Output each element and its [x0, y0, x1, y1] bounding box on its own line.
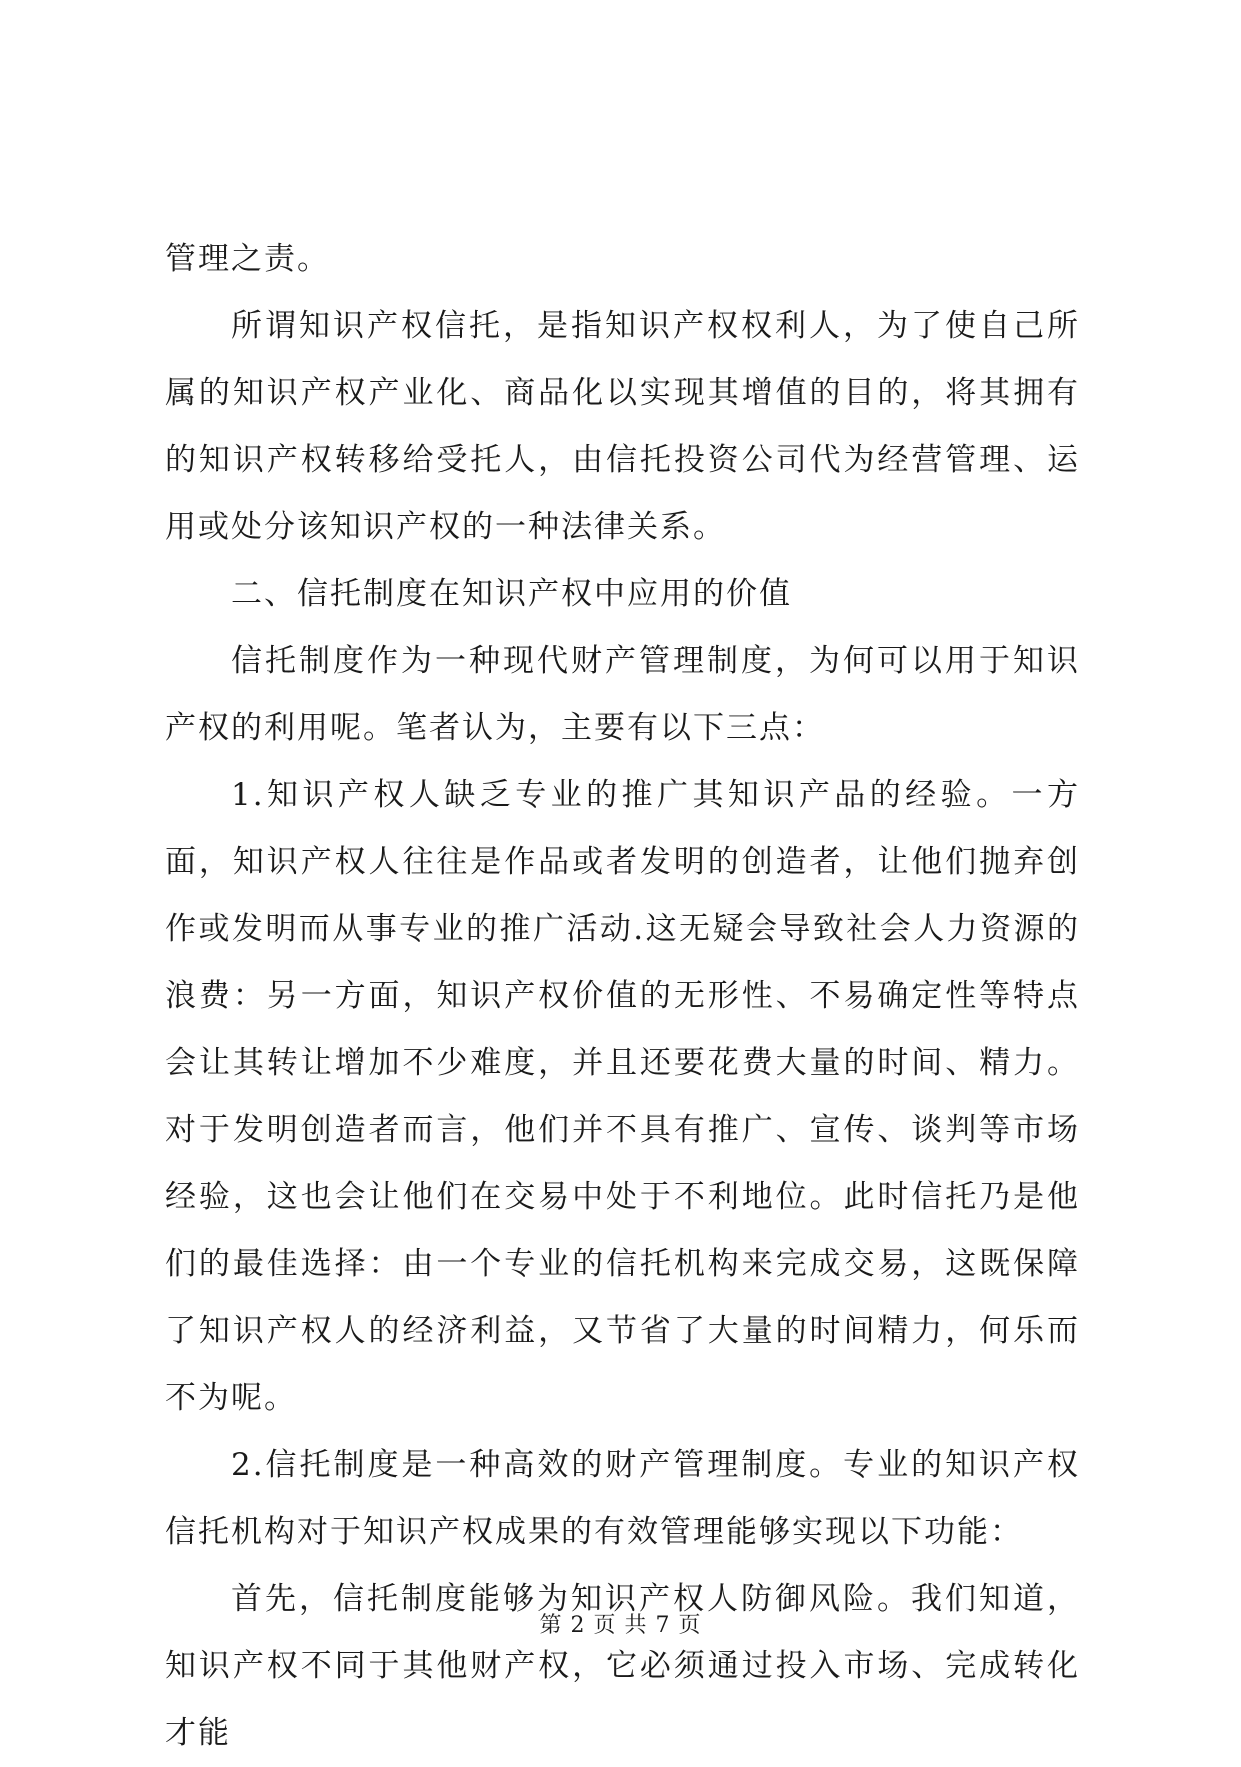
document-body	[165, 226, 1080, 1767]
paragraph-intro: 信托制度作为一种现代财产管理制度，为何可以用于知识产权的利用呢。笔者认为，主要有以下三点：	[165, 643, 1080, 746]
paragraph-first-function: 首先，信托制度能够为知识产权人防御风险。我们知道，知识产权不同于其他财产权，它必须通过投入市场、完成转化才能	[165, 1581, 1080, 1751]
paragraph-point-1: 1.知识产权人缺乏专业的推广其知识产品的经验。一方面，知识产权人往往是作品或者发明的创造者，让他们抛弃创作或发明而从事专业的推广活动.这无疑会导致社会人力资源的浪费：另一方面，知识产权价值的无形性、不易确定性等特点会让其转让增加不少难度，并且还要花费大量的时间、精力。对于发明创造者而言，他们并不具有推广、宣传、谈判等市场经验，这也会让他们在交易中处于不利地位。此时信托乃是他们的最佳选择：由一个专业的信托机构来完成交易，这既保障了知识产权人的经济利益，又节省了大量的时间精力，何乐而不为呢。	[165, 777, 1080, 1416]
page-footer	[0, 1610, 1241, 1642]
section-heading: 二、信托制度在知识产权中应用的价值	[231, 576, 792, 612]
paragraph-definition: 所谓知识产权信托，是指知识产权权利人，为了使自己所属的知识产权产业化、商品化以实现其增值的目的，将其拥有的知识产权转移给受托人，由信托投资公司代为经营管理、运用或处分该知识产权的一种法律关系。	[165, 308, 1080, 545]
paragraph-continuation: 管理之责。	[165, 241, 330, 277]
page-number-label: 第 2 页 共 7 页	[539, 1613, 702, 1638]
paragraph-point-2: 2.信托制度是一种高效的财产管理制度。专业的知识产权信托机构对于知识产权成果的有效管理能够实现以下功能：	[165, 1447, 1080, 1550]
